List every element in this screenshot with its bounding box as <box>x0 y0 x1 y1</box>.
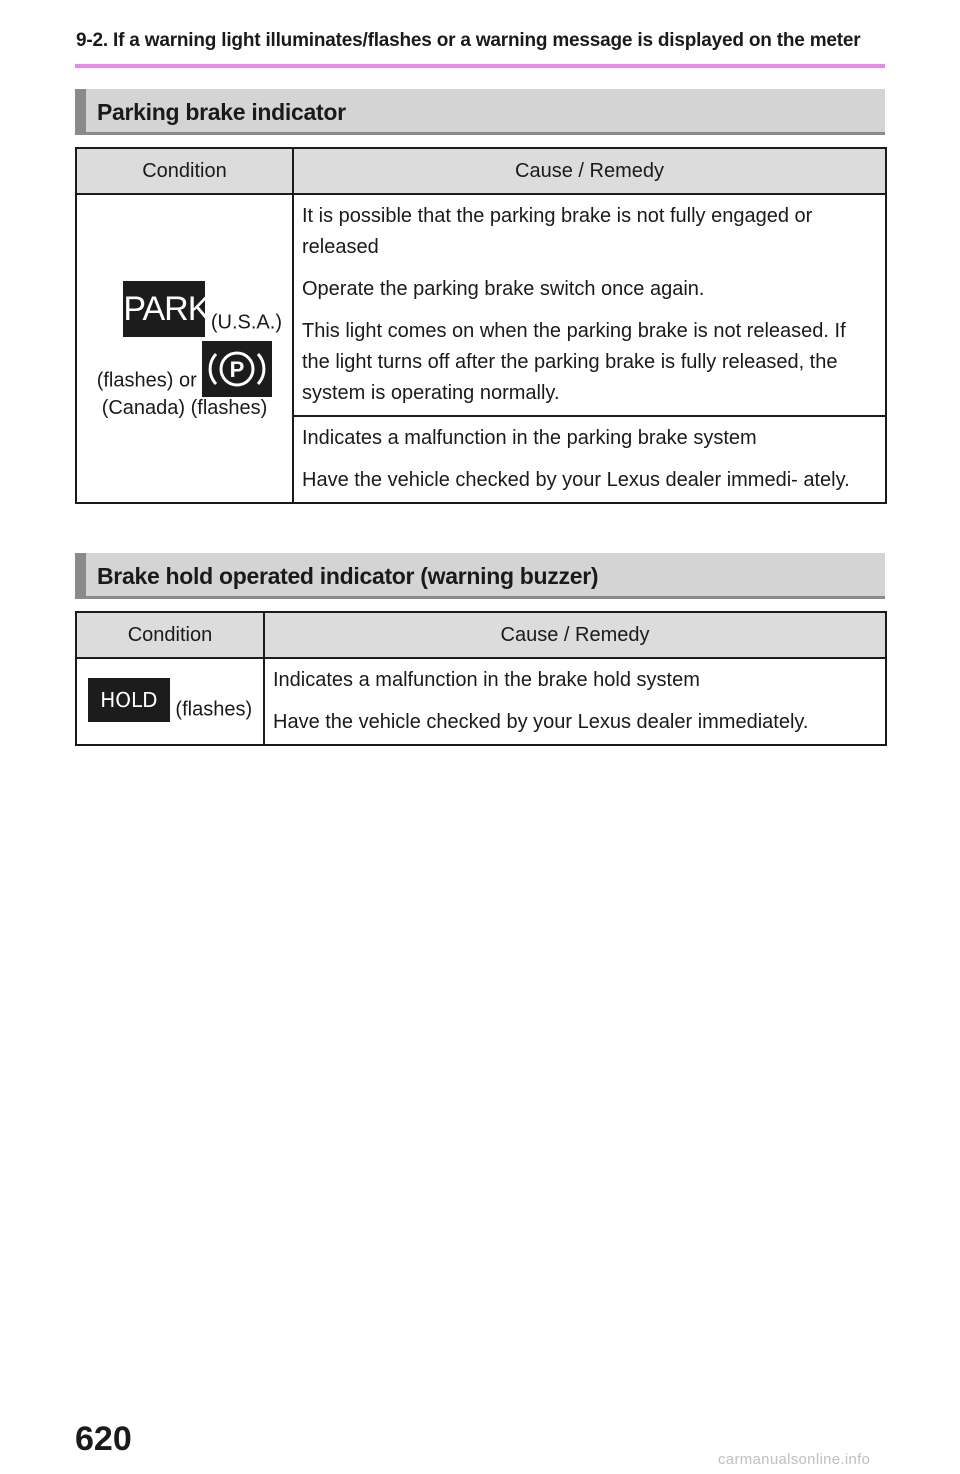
park-indicator-icon: PARK <box>123 281 205 337</box>
table-header-row <box>76 148 886 194</box>
brake-hold-table <box>75 611 887 746</box>
remedy-paragraph: This light comes on when the parking brake is not released. If the light turns off after the parking brake is fully released, the system is operating normally. <box>302 320 846 404</box>
section-title-text: Parking brake indicator <box>97 99 346 125</box>
remedy-paragraph: Have the vehicle checked by your Lexus dealer immedi- ately. <box>302 469 850 491</box>
section-title-text: Brake hold operated indicator (warning buzzer) <box>97 563 599 589</box>
remedy-paragraph: Indicates a malfunction in the parking brake system <box>302 427 757 449</box>
section-title-brake-hold <box>75 553 885 599</box>
header-rule <box>75 64 885 68</box>
remedy-cell <box>264 658 886 745</box>
column-header-condition: Condition <box>76 148 293 194</box>
remedy-paragraph: Operate the parking brake switch once again. <box>302 278 705 300</box>
column-header-cause-remedy: Cause / Remedy <box>293 148 886 194</box>
remedy-cell <box>293 416 886 503</box>
remedy-cell <box>293 194 886 416</box>
svg-text:P: P <box>229 356 245 382</box>
parking-brake-table <box>75 147 887 504</box>
region-usa-label: (U.S.A.) <box>210 311 282 334</box>
page-number: 620 <box>75 1420 132 1458</box>
table-row <box>76 658 886 745</box>
hold-indicator-icon: HOLD <box>88 678 170 722</box>
table-row <box>76 194 886 416</box>
flashes-label: (flashes) <box>175 698 253 721</box>
condition-cell <box>76 658 264 745</box>
condition-cell <box>76 194 293 503</box>
column-header-cause-remedy: Cause / Remedy <box>264 612 886 658</box>
section-title-parking-brake <box>75 89 885 135</box>
running-header: 9-2. If a warning light illuminates/flashes or a warning message is displayed on the meter <box>76 30 861 51</box>
remedy-paragraph: Have the vehicle checked by your Lexus dealer immediately. <box>273 711 809 733</box>
remedy-paragraph: It is possible that the parking brake is not fully engaged or released <box>302 205 813 258</box>
parking-brake-circle-p-icon <box>202 341 272 397</box>
region-canada-label: (Canada) (flashes) <box>101 396 268 419</box>
watermark: carmanualsonline.info <box>718 1451 871 1468</box>
remedy-paragraph: Indicates a malfunction in the brake hold system <box>273 669 700 691</box>
flashes-or-label: (flashes) or <box>96 368 197 391</box>
column-header-condition: Condition <box>76 612 264 658</box>
table-header-row <box>76 612 886 658</box>
